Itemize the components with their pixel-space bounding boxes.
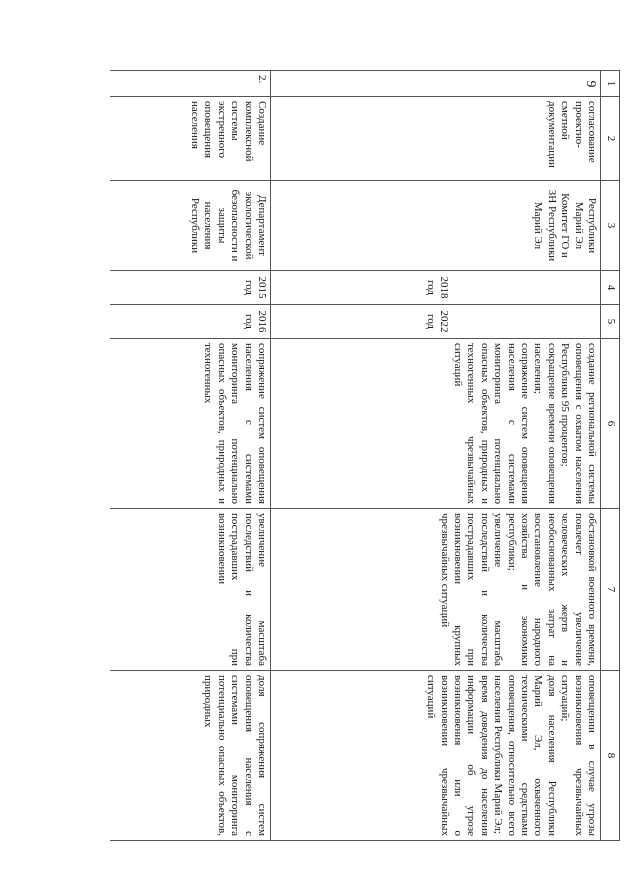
start-year-text: 2018 год [424, 276, 450, 299]
rotated-table-wrapper [110, 70, 620, 840]
expected-result: создание региональной системы оповещения с охватом населения Республики 95 процентов; сокращение времени оповещения населения; сопряжение систем оповещения населения с системами мониторинга потенциально опасных объектов, природных и техногенных чрезвычайных ситуаций [271, 339, 601, 509]
measure-name: согласование проектно-сметной документации [271, 97, 601, 181]
row-number: 2. [110, 71, 271, 97]
consequences: обстановкой военного времени, повлечет увеличение человеческих жертв и необоснованных затрат на восстановление народного хозяйства и экономики республики; увеличение масштаба последствий и количества пострадавших при возникновении крупных чрезвычайных ситуаций [271, 509, 601, 671]
end-year [271, 305, 601, 339]
table-row [271, 71, 601, 841]
row-number [271, 71, 601, 97]
executor [271, 181, 601, 271]
executor: Департамент экологической безопасности и защиты населения Республики [110, 181, 271, 271]
column-number-4: 4 [601, 271, 620, 305]
expected-result: сопряжение систем оповещения населения с системами мониторинга потенциально опасных объектов, природных и техногенных [110, 339, 271, 509]
column-number-8: 8 [601, 671, 620, 841]
end-year-text: 2022 год [424, 310, 450, 333]
column-number-6: 6 [601, 339, 620, 509]
start-year: 2015 год [110, 271, 271, 305]
executor-text: Республики Марий Эл Комитет ГО и ЗН Республики Марий Эл [532, 189, 598, 262]
column-number-2: 2 [601, 97, 620, 181]
column-number-1: 1 [601, 71, 620, 97]
table-row [110, 71, 271, 841]
column-number-row [601, 71, 620, 841]
page-number: 9 [583, 80, 598, 88]
measure-name: Создание комплексной системы экстренного оповещения населения [110, 97, 271, 181]
indicators: доля сопряжения систем оповещения населения с системами мониторинга потенциально опасных объектов, природных [110, 671, 271, 841]
end-year: 2016 год [110, 305, 271, 339]
program-table [110, 70, 620, 841]
column-number-5: 5 [601, 305, 620, 339]
start-year [271, 271, 601, 305]
indicators: оповещении в случае угрозы возникновения чрезвычайных ситуаций; доля населения Республики Марий Эл, охваченного техническими средствами оповещения, относительно всего населения Республики Марий Эл; время доведения до населения информации об угрозе возникновения или о возникновении чрезвычайных ситуаций [271, 671, 601, 841]
column-number-7: 7 [601, 509, 620, 671]
column-number-3: 3 [601, 181, 620, 271]
consequences: увеличение масштаба последствий и количества пострадавших при возникновении [110, 509, 271, 671]
